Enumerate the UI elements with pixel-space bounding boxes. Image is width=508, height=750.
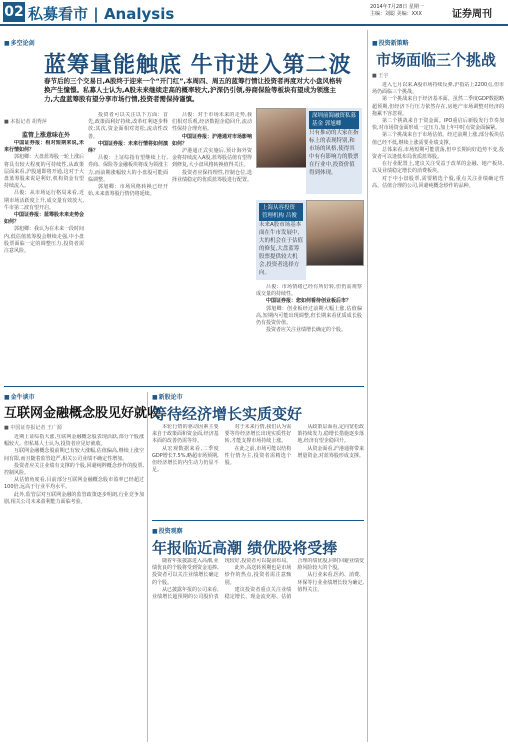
top-story-lead: 春节后的三个交易日,A股终于迎来一个“开门红”,本周四、周五的蓝筹行情让投资者再度对大小盘风格转换产生憧憬。私募人士认为,A股未来继续走高的概率较大,沪深仍引领,券商保险等板块有望成为领涨主力,大盘蓝筹股有望分享市场行情,投资者需保持谨慎。 bbox=[44, 77, 343, 103]
top-col1: 中国证券报：相对短期来说,未来行情如何？ 郭旭卿：大盘蓝筹股一轮上涨后将具有较大程度的可持续性,从政策层面来看,沪股通即将开通,这对于大盘蓝筹股来说是利好,机构资金有望持续流入。 吕俊：从市场运行格局来看,近期市场活跃度上升,成交量有效放大,牛市第二波有望开启。 中国证券报：蓝筹股未来走势会如何？ 郭旭卿：我认为在未来一段时间内,低估值蓝筹股会继续走强,中小盘股票面临一定的调整压力,投资者需注意风险。 bbox=[4, 140, 84, 255]
section-divider bbox=[4, 386, 364, 387]
mid-left-title: 互联网金融概念股见好就收 bbox=[4, 406, 161, 421]
page-header bbox=[0, 0, 508, 26]
top-kicker: ■ 多空论剑 bbox=[4, 38, 35, 47]
right-kicker: ■ 投资新策略 bbox=[372, 38, 409, 47]
mid-left-kicker: ■ 金牛谈市 bbox=[4, 392, 35, 401]
date-line: 2014年7月28日 星期一 主编：刘聪 美编：XXX bbox=[370, 4, 424, 17]
mid-center-kicker: ■ 新股论市 bbox=[152, 392, 183, 401]
right-byline: ■ 王宇 bbox=[372, 73, 389, 79]
right-title: 市场面临三个挑战 bbox=[376, 51, 497, 69]
quote-box-2: 上海从容投资管理机构 吕俊 未来A股市场基本面在牛市发展中,大的机会在于估值的修复,大盘蓝筹股票提供较大机会,投资者选择方向。 bbox=[256, 200, 306, 280]
paper-name: 证券周刊 bbox=[452, 9, 492, 20]
mid-center-body: 本轮行情的驱动因素主要来自于政策面和资金面,经济基本面的改善仍需等待。 从宏观数据来看,二季度GDP增长7.5%,略超市场预期,但经济增长的内生动力仍显不足。 对于未来行情,我们认为需要等待经济增长出现实质性好转,才能支撑市场持续上涨。 在此之前,市场可能以结构性行情为主,投资者需精选个股。 从政策层面看,定向宽松政策持续发力,稳增长措施逐步落地,经济有望企稳回升。 从资金面看,沪港通将带来增量资金,对蓝筹股形成支撑。 bbox=[152, 424, 364, 474]
bottom-body: 随着年报披露进入高潮,业绩优良的个股将受到资金追捧,投资者可以关注业绩增长确定的个股。 从已披露年报的公司来看,业绩增长超预期的公司股价表现较好,投资者可以提前布局。 此外,高送转预期也是市场炒作的热点,投资者需注意甄别。 建议投资者重点关注业绩稳定增长、现金流充裕、估值合理的绩优股,同时回避业绩变脸风险较大的个股。 从行业来看,医药、消费、环保等行业业绩增长较为确定,值得关注。 bbox=[152, 558, 364, 601]
column-divider bbox=[367, 30, 368, 742]
mid-left-body: 近期上证综指大涨,互联网金融概念股表现活跃,部分个股涨幅较大。但私募人士认为,投资者应见好就收。 互联网金融概念股前期已有较大涨幅,估值偏高,继续上涨空间有限,而且随着监管趋严,相关公司业绩不确定性增加。 投资者应关注业绩有支撑的个股,回避纯粹概念炒作的股票,控制风险。 从估值角度看,目前部分互联网金融概念股市盈率已经超过100倍,远高于行业平均水平。 此外,监管层对互联网金融的监管政策逐步明朗,行业竞争加剧,相关公司未来盈利能力面临考验。 bbox=[4, 434, 144, 505]
mid-left-byline: ■ 中国证券报记者 王广源 bbox=[4, 425, 62, 431]
bottom-title: 年报临近高潮 绩优股将受捧 bbox=[152, 539, 338, 557]
page-number: 02 bbox=[4, 4, 24, 20]
top-story-title: 蓝筹量能触底 牛市进入第二波 bbox=[44, 52, 352, 78]
portrait-photo-2 bbox=[306, 200, 364, 266]
mid-center-title: 等待经济增长实质变好 bbox=[152, 405, 303, 423]
section-divider-3 bbox=[152, 520, 364, 521]
column-divider-2 bbox=[147, 392, 148, 742]
top-col2: 投资者可以关注以下方面：首先,政策面利好持续,改革红利逐步释放;其次,资金面相对宽松,流动性改善。 中国证券报：未来行情将如何演绎？ 吕俊：上证综指有望继续上行,券商、保险等金融板块将成为领涨主力,而前期涨幅较大的小盘股可能面临调整。 郭旭卿：市场风格转换已经开始,未来蓝筹股行情仍将延续。 bbox=[88, 112, 168, 198]
top-byline: ■ 本报记者 胡秀萍 bbox=[4, 119, 47, 125]
top-col4: 吕俊：市场情绪已经有所好转,但仍需观察成交量的持续性。 中国证券报：您如何看待创业板后市？ 郭旭卿：创业板经过前期大幅上涨,估值偏高,短期内可能出现调整,但长期来看优质成长股仍有投资价值。 投资者应关注业绩增长确定的个股。 bbox=[256, 284, 362, 334]
bottom-kicker: ■ 投资观察 bbox=[152, 526, 183, 535]
quote-box-1: 深圳前海融资私募基金 郭旭卿 只有推动的大家在指标上的表现特别,和市场的风格,使得其中有有影响力的股票在行业中,投资价值得到体现。 bbox=[306, 108, 362, 194]
section-title: 私募看市 | Analysis bbox=[28, 5, 175, 23]
top-col3: 吕俊：对于市场未来的走势,我们相对乐观,经济数据企稳回升,流动性保持合理充裕。 中国证券报：沪港通对市场影响如何？ 沪港通正式实施后,预计海外资金将持续流入A股,蓝筹股估值有望得到修复,大小盘风格转换值得关注。 投资者应保持理性,控制仓位,选择业绩稳定的优质蓝筹股进行配置。 bbox=[172, 112, 252, 183]
right-body: 进入七月以来,A股市场持续反弹,沪指站上2200点,但市场仍面临三个挑战。 第一个挑战来自于经济基本面。虽然二季度GDP数据略超预期,但经济下行压力依然存在,房地产市场调整对经济的拖累不容忽视。 第二个挑战来自于资金面。IPO重启后新股发行节奏加快,对市场资金面形成一定压力,加上年中时点资金面偏紧。 第三个挑战来自于市场估值。经过前期上涨,部分板块估值已经不低,继续上涨需要业绩支撑。 总体来看,市场短期可能震荡,但中长期向好趋势不变,投资者可以逢低布局优质蓝筹股。 在行业配置上,建议关注受益于改革的金融、地产板块,以及业绩稳定增长的消费板块。 对于中小盘股票,需要精选个股,重点关注业绩确定性高、估值合理的公司,回避纯概念炒作的品种。 bbox=[372, 82, 504, 189]
top-subtitle: 监管上涨意味在外 bbox=[22, 132, 71, 139]
portrait-photo-1 bbox=[256, 108, 308, 168]
